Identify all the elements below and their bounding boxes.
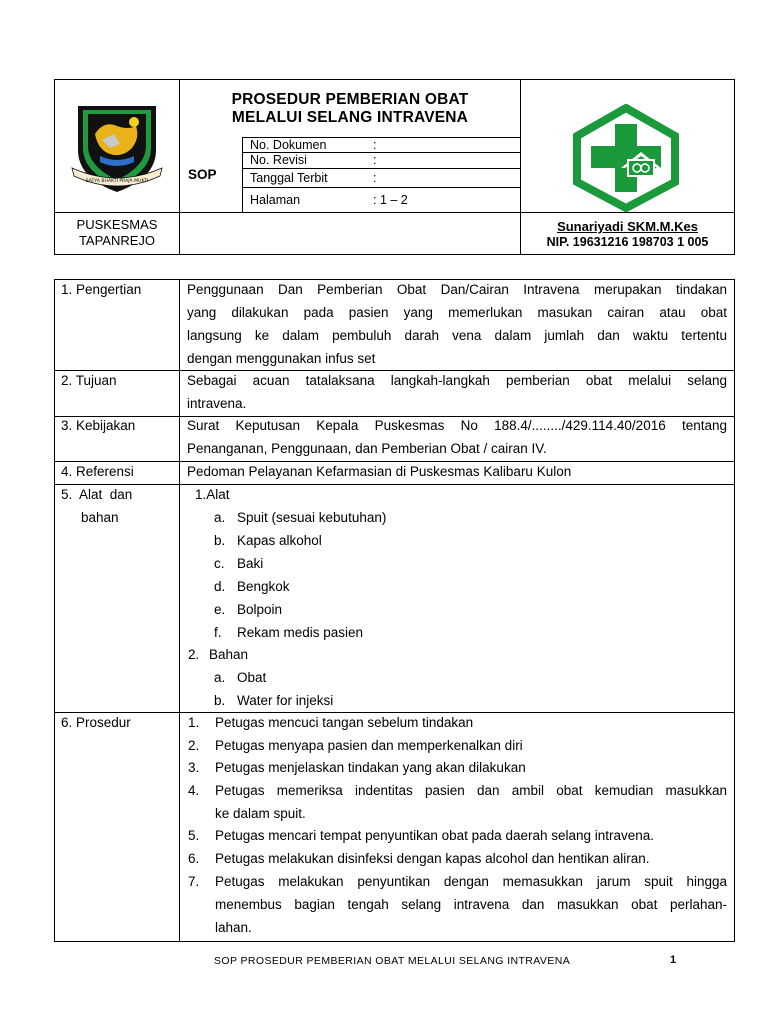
page-number: 1 <box>670 954 677 966</box>
section-text: intravena. <box>187 396 247 411</box>
section-text: Sebagai acuan tatalaksana langkah-langkah pemberian obat melalui selang <box>187 373 727 388</box>
step-text: menembus bagian tengah selang intravena dan masukkan obat perlahan- <box>215 897 727 912</box>
step-text: Petugas menjelaskan tindakan yang akan dilakukan <box>215 760 526 775</box>
list-marker: a. <box>214 670 226 685</box>
step-text: Petugas mencuci tangan sebelum tindakan <box>215 715 474 730</box>
list-marker: b. <box>214 533 226 548</box>
list-item: Bengkok <box>237 579 290 594</box>
puskesmas-name-line: TAPANREJO <box>78 233 156 248</box>
list-marker: d. <box>214 579 226 594</box>
section-label: 3. Kebijakan <box>61 418 136 433</box>
list-marker: 2. <box>188 647 200 662</box>
table-divider <box>179 279 180 942</box>
list-item: Baki <box>237 556 264 571</box>
section-text: dengan menggunakan infus set <box>187 351 376 366</box>
step-text: Petugas menyapa pasien dan memperkenalkan diri <box>215 738 523 753</box>
section-text: Penanganan, Penggunaan, dan Pemberian Obat / cairan IV. <box>187 441 547 456</box>
puskesmas-logo <box>571 104 681 212</box>
step-number: 1. <box>188 715 200 730</box>
puskesmas-name <box>56 217 178 249</box>
section-label: 2. Tujuan <box>61 373 117 388</box>
section-text: Penggunaan Dan Pemberian Obat Dan/Cairan Intravena merupakan tindakan <box>187 282 727 297</box>
step-number: 4. <box>188 783 200 798</box>
table-divider <box>54 484 735 485</box>
sop-title <box>180 91 520 127</box>
meta-value: : <box>373 153 377 167</box>
bahan-heading: Bahan <box>209 647 249 662</box>
signatory-nip: NIP. 19631216 198703 1 005 <box>546 235 709 249</box>
section-text: yang dilakukan pada pasien yang memerlukan masukan cairan atau obat <box>187 305 727 320</box>
step-number: 2. <box>188 738 200 753</box>
meta-label: No. Revisi <box>250 153 307 167</box>
section-label: bahan <box>81 510 119 525</box>
step-number: 7. <box>188 874 200 889</box>
step-number: 3. <box>188 760 200 775</box>
sop-title-line: MELALUI SELANG INTRAVENA <box>231 109 469 126</box>
step-text: Petugas memeriksa indentitas pasien dan ambil obat kemudian masukkan <box>215 783 727 798</box>
step-text: ke dalam spuit. <box>215 806 306 821</box>
list-marker: c. <box>214 556 225 571</box>
alat-heading: 1.Alat <box>195 487 230 502</box>
section-text: langsung ke dalam pembuluh darah vena dalam jumlah dan waktu tertentu <box>187 328 727 343</box>
step-text: Petugas melakukan disinfeksi dengan kapas alcohol dan hentikan aliran. <box>215 851 650 866</box>
header-divider <box>242 168 520 169</box>
list-item: Kapas alkohol <box>237 533 322 548</box>
section-label: 1. Pengertian <box>61 282 142 297</box>
meta-label: Tanggal Terbit <box>250 171 328 185</box>
step-number: 6. <box>188 851 200 866</box>
section-label: 5. Alat dan <box>61 487 133 502</box>
page-footer: SOP PROSEDUR PEMBERIAN OBAT MELALUI SELANG INTRAVENA <box>214 955 571 967</box>
regional-emblem-logo <box>70 100 164 196</box>
section-label: 6. Prosedur <box>61 715 131 730</box>
list-marker: b. <box>214 693 226 708</box>
list-item: Bolpoin <box>237 602 283 617</box>
list-item: Water for injeksi <box>237 693 334 708</box>
sop-label: SOP <box>188 167 217 182</box>
meta-value: : <box>373 171 377 185</box>
step-text: Petugas mencari tempat penyuntikan obat pada daerah selang intravena. <box>215 828 655 843</box>
header-divider <box>242 137 243 212</box>
list-marker: e. <box>214 602 226 617</box>
meta-value: : 1 – 2 <box>373 193 408 207</box>
meta-value: : <box>373 138 377 152</box>
step-text: Petugas melakukan penyuntikan dengan memasukkan jarum spuit hingga <box>215 874 727 889</box>
puskesmas-name-line: PUSKESMAS <box>76 217 158 232</box>
header-divider <box>242 187 520 188</box>
meta-label: No. Dokumen <box>250 138 327 152</box>
step-text: lahan. <box>215 920 252 935</box>
meta-label: Halaman <box>250 193 301 207</box>
step-number: 5. <box>188 828 200 843</box>
header-divider <box>54 212 735 213</box>
sop-title-line: PROSEDUR PEMBERIAN OBAT <box>231 91 469 108</box>
list-item: Spuit (sesuai kebutuhan) <box>237 510 387 525</box>
emblem-motto: SATYA BHAKTI PRAJA MUKTI <box>85 179 149 184</box>
section-text: Pedoman Pelayanan Kefarmasian di Puskesmas Kalibaru Kulon <box>187 464 572 479</box>
signatory-name: Sunariyadi SKM.M.Kes <box>557 219 698 234</box>
list-item: Obat <box>237 670 267 685</box>
section-label: 4. Referensi <box>61 464 134 479</box>
list-marker: f. <box>214 625 222 640</box>
section-text: Surat Keputusan Kepala Puskesmas No 188.4/......../429.114.40/2016 tentang <box>187 418 727 433</box>
list-item: Rekam medis pasien <box>237 625 364 640</box>
list-marker: a. <box>214 510 226 525</box>
